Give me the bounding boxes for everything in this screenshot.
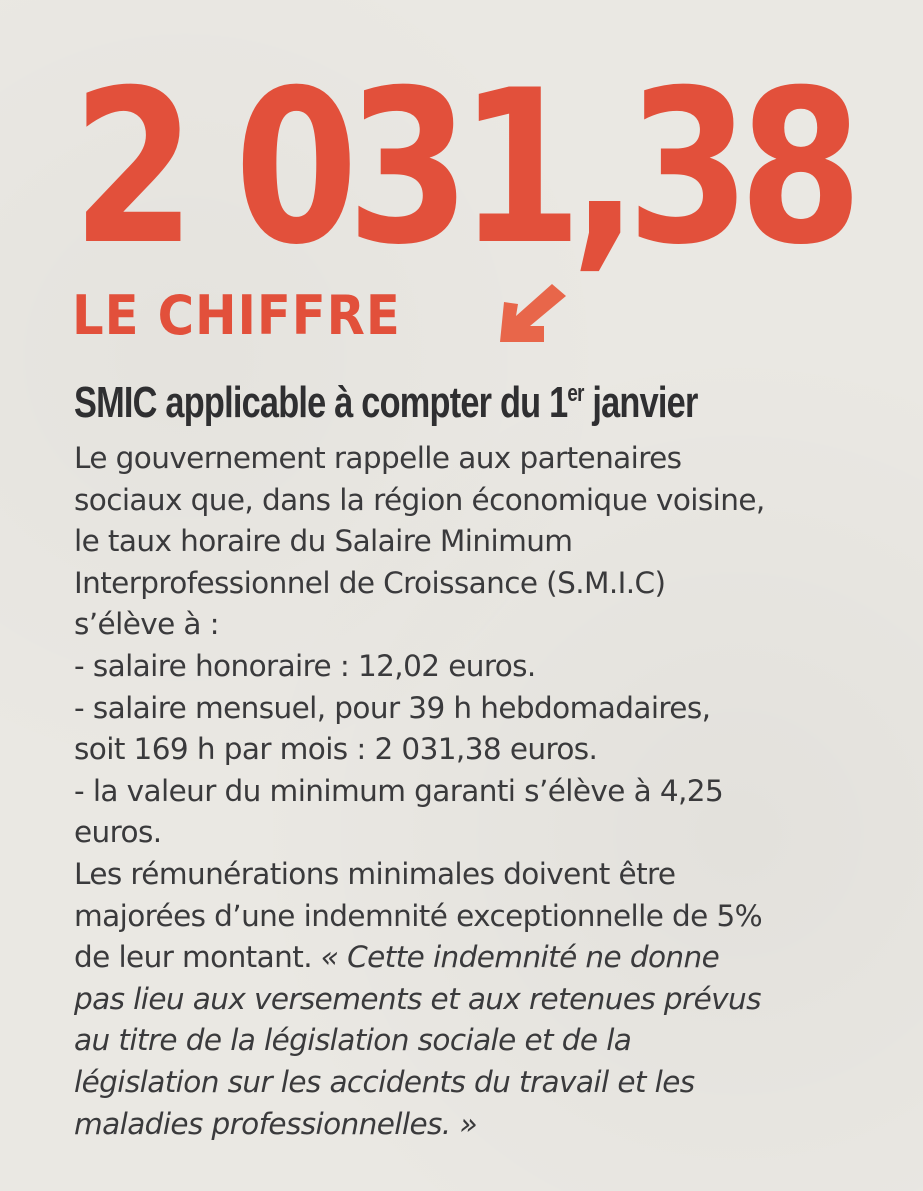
- headline-superscript: er: [567, 380, 584, 407]
- kicker-row: [72, 284, 429, 348]
- body-text-regular: de leur montant.: [74, 940, 321, 975]
- body-line: - salaire mensuel, pour 39 h hebdomadaires,: [74, 690, 711, 725]
- body-line: Interprofessionnel de Croissance (S.M.I.C): [74, 565, 666, 600]
- article-body: [74, 438, 894, 1145]
- kicker-label: LE CHIFFRE: [72, 284, 401, 347]
- body-line: le taux horaire du Salaire Minimum: [74, 524, 573, 559]
- quote-line: au titre de la législation sociale et de la: [74, 1023, 632, 1058]
- quote-line: pas lieu aux versements et aux retenues prévus: [74, 981, 761, 1016]
- body-line: majorées d’une indemnité exceptionnelle de 5%: [74, 898, 763, 933]
- body-line: soit 169 h par mois : 2 031,38 euros.: [74, 732, 598, 767]
- quote-line: législation sur les accidents du travail et les: [74, 1064, 695, 1099]
- body-line: Le gouvernement rappelle aux partenaires: [74, 441, 682, 475]
- headline-main: SMIC applicable à compter du 1: [74, 378, 568, 427]
- body-line: - salaire honoraire : 12,02 euros.: [74, 648, 536, 683]
- big-figure: 2 031,38: [72, 44, 852, 291]
- body-line-mixed: [74, 937, 894, 979]
- headline-end: janvier: [583, 378, 698, 427]
- arrow-down-left-icon: [494, 282, 570, 346]
- body-line: euros.: [74, 815, 162, 850]
- body-line: - la valeur du minimum garanti s’élève à 4,25: [74, 773, 724, 808]
- quote-line: maladies professionnelles. »: [74, 1106, 477, 1141]
- body-line: sociaux que, dans la région économique voisine,: [74, 482, 765, 517]
- article-headline: [74, 372, 698, 434]
- body-line: Les rémunérations minimales doivent être: [74, 856, 676, 891]
- quote-start: « Cette indemnité ne donne: [320, 940, 720, 975]
- body-line: s’élève à :: [74, 607, 220, 642]
